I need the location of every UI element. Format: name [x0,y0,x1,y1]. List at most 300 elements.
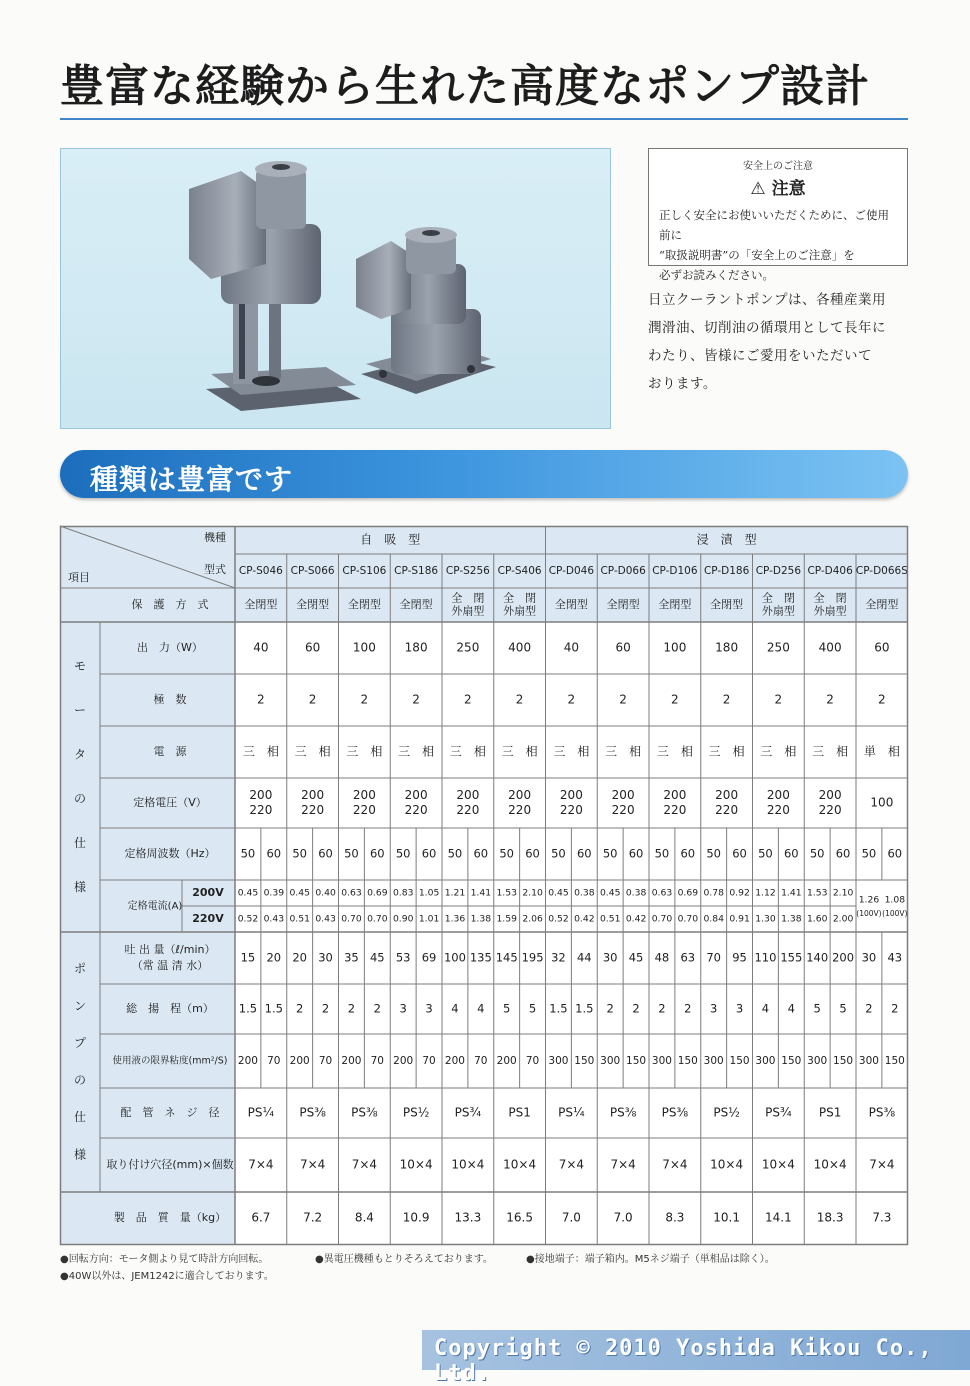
viscosity-value: 150 [781,1055,802,1067]
voltage-value: 200 [352,788,376,802]
head-value: 4 [761,1001,770,1016]
power-value: 三 相 [346,744,383,759]
row-label-current: 定格電流(A) [127,901,183,912]
frequency-value: 50 [758,846,773,861]
current-value: 0.70 [677,913,699,925]
current-value: 1.30 [755,913,776,925]
motor-spec-group-label: 様 [73,880,87,895]
protection-value: 全閉型 [606,598,640,611]
intro-paragraph [648,286,910,398]
frequency-value: 50 [292,846,308,861]
motor-spec-group-label: ー [73,703,87,718]
current-value: 0.63 [651,887,673,899]
current-value: 0.70 [651,913,673,925]
current-value: 0.51 [599,913,621,925]
voltage-value: 100 [870,795,894,810]
discharge-value: 30 [861,950,877,965]
voltage-value: 200 [611,788,635,802]
poles-value: 2 [464,692,472,707]
intro-line: わたり、皆様にご愛用をいただいて [648,348,872,364]
model-name: CP-S186 [394,565,439,577]
viscosity-value: 300 [703,1055,724,1067]
discharge-value: 32 [551,950,566,965]
current-value: 1.53 [806,887,828,899]
mounting-holes-value: 10×4 [710,1157,744,1172]
caution-heading-text: 注意 [771,179,806,199]
current-value: 1.36 [444,913,466,925]
output-value: 40 [563,640,580,655]
footnote-rotation: ●回転方向：モータ側より見て時計方向回転。 [60,1254,269,1265]
mounting-holes-value: 7×4 [248,1157,274,1172]
protection-value: 外扇型 [503,604,537,618]
frequency-value: 50 [654,846,670,861]
mass-value: 7.0 [613,1210,633,1225]
current-value: 0.43 [315,913,336,925]
mounting-holes-value: 10×4 [451,1157,485,1172]
model-name: CP-D406 [807,565,853,577]
mounting-holes-value: 7×4 [351,1157,378,1172]
head-value: 1.5 [549,1001,568,1016]
discharge-value: 30 [602,950,618,965]
voltage-value: 200 [249,788,273,802]
row-label-output: 出 力（W） [137,641,203,654]
header-katashiki: 型式 [204,563,226,576]
current-value: 0.78 [703,887,724,899]
section-banner-text: 種類は豊富です [90,463,294,496]
output-value: 400 [508,640,532,655]
pump-spec-group-label: ン [73,998,87,1013]
output-value: 180 [715,640,739,655]
current-value: 1.21 [444,887,466,899]
pump-left [189,161,361,411]
output-value: 250 [456,640,480,655]
head-value: 4 [477,1001,485,1016]
current-value: 0.45 [548,887,569,899]
mounting-holes-value: 7×4 [662,1157,688,1172]
caution-line: 正しく安全にお使いいただくために、ご使用前に [659,208,889,242]
mass-value: 7.3 [872,1210,892,1225]
caution-top-label: 安全上のご注意 [743,161,813,172]
protection-value: 外扇型 [761,604,795,618]
frequency-value: 60 [421,846,437,861]
voltage-value: 220 [559,803,583,817]
current-single-phase-value: 1.08 [884,894,906,906]
caution-line: “取扱説明書”の「安全上のご注意」を [659,248,855,262]
protection-value: 全 閉 [761,591,795,605]
output-value: 250 [766,640,790,655]
pump-right [356,227,496,394]
mass-value: 18.3 [816,1210,844,1225]
footnote-jem: ●40W以外は、JEM1242に適合しております。 [60,1271,274,1282]
mass-value: 10.1 [713,1210,740,1225]
frequency-value: 60 [783,846,799,861]
warning-triangle-icon: ⚠ [750,179,766,199]
mounting-holes-value: 10×4 [503,1157,537,1172]
head-value: 5 [813,1001,821,1016]
frequency-value: 50 [344,846,359,861]
row-label-viscosity: 使用液の限界粘度(mm²/S) [112,1055,228,1067]
discharge-value: 53 [395,950,411,965]
current-value: 0.63 [341,887,362,899]
current-value: 0.39 [263,887,285,899]
output-value: 180 [404,640,428,655]
pipe-thread-value: PS½ [713,1105,740,1120]
voltage-value: 220 [249,803,273,817]
current-value: 1.41 [470,887,492,899]
voltage-value: 200 [508,788,532,802]
viscosity-value: 150 [626,1055,647,1067]
frequency-value: 60 [576,846,592,861]
motor-spec-group-label: モ [73,658,87,673]
safety-caution-box [648,148,908,282]
discharge-value: 145 [495,950,518,965]
discharge-value: 45 [369,950,385,965]
viscosity-value: 70 [318,1055,333,1067]
protection-value: 全閉型 [865,598,899,611]
row-label-protection: 保 護 方 式 [131,598,209,611]
head-value: 2 [347,1001,356,1016]
output-value: 60 [304,640,321,655]
pipe-thread-value: PS¾ [454,1105,482,1120]
power-value: 三 相 [294,744,331,759]
head-value: 5 [503,1001,511,1016]
viscosity-value: 300 [600,1055,621,1067]
mounting-holes-value: 10×4 [399,1157,433,1172]
viscosity-value: 150 [884,1055,905,1067]
pump-spec-group-label: の [73,1073,87,1088]
model-name: CP-S046 [238,565,283,577]
pump-illustration [61,149,612,430]
voltage-value: 220 [352,803,376,817]
viscosity-value: 200 [289,1055,310,1067]
head-value: 2 [865,1001,873,1016]
voltage-value: 220 [818,803,842,817]
row-label-power: 電 源 [153,745,187,758]
poles-value: 2 [671,692,679,707]
viscosity-value: 70 [474,1055,488,1067]
poles-value: 2 [257,692,265,707]
power-value: 三 相 [398,744,435,759]
mass-value: 7.0 [561,1210,581,1225]
current-value: 0.45 [289,887,310,899]
output-value: 400 [818,640,842,655]
discharge-value: 69 [421,950,437,965]
power-value: 三 相 [760,744,797,759]
discharge-value: 44 [576,950,592,965]
voltage-value: 220 [715,803,739,817]
current-value: 2.10 [522,887,543,899]
row-label-discharge: 吐 出 量（ℓ/min） [124,943,216,956]
discharge-value: 135 [469,950,492,965]
product-photo [60,148,611,429]
caution-body [659,205,897,285]
poles-value: 2 [412,692,420,707]
viscosity-value: 200 [341,1055,362,1067]
protection-value: 全 閉 [451,591,485,605]
poles-value: 2 [774,692,783,707]
output-value: 60 [874,640,890,655]
current-value: 0.51 [289,913,310,925]
frequency-value: 50 [240,846,256,861]
current-value: 1.60 [806,913,828,925]
current-value: 1.38 [781,913,802,925]
frequency-value: 60 [266,846,282,861]
pipe-thread-value: PS¾ [765,1105,792,1120]
section-banner [60,450,908,498]
pump-spec-group-label: ポ [73,961,87,976]
group-self-priming: 自 吸 型 [360,532,421,547]
motor-spec-group-label: 仕 [73,835,87,850]
viscosity-value: 150 [677,1055,698,1067]
discharge-value: 195 [521,950,544,965]
pipe-thread-value: PS¼ [558,1105,585,1120]
current-voltage-label: 200V [192,886,224,899]
voltage-value: 200 [559,788,583,802]
pump-spec-group-label: プ [73,1035,87,1050]
current-single-phase-note: (100V) [856,909,882,918]
pipe-thread-value: PS⅜ [609,1105,637,1120]
voltage-value: 200 [715,788,739,802]
discharge-value: 140 [806,950,829,965]
head-value: 2 [684,1001,692,1016]
current-voltage-label: 220V [192,912,224,925]
voltage-value: 220 [611,803,635,817]
frequency-value: 50 [809,846,825,861]
motor-spec-group-label: の [73,791,87,806]
frequency-value: 60 [525,846,540,861]
viscosity-value: 300 [807,1055,828,1067]
frequency-value: 60 [680,846,696,861]
head-value: 5 [528,1001,537,1016]
frequency-value: 50 [861,846,877,861]
power-value: 三 相 [708,744,745,759]
head-value: 2 [606,1001,614,1016]
discharge-value: 200 [832,950,855,965]
protection-value: 全閉型 [710,598,744,611]
row-label-discharge-sub: （常 温 清 水） [131,959,209,972]
head-value: 3 [735,1001,744,1016]
copyright-bar [422,1330,970,1386]
current-value: 0.91 [729,913,750,925]
frequency-value: 60 [732,846,747,861]
mass-value: 10.9 [402,1210,430,1225]
frequency-value: 60 [628,846,644,861]
viscosity-value: 150 [833,1055,854,1067]
current-value: 0.40 [315,887,336,899]
power-value: 三 相 [605,744,642,759]
frequency-value: 60 [835,846,851,861]
pipe-thread-value: PS½ [402,1105,430,1120]
output-value: 40 [253,640,269,655]
current-value: 1.05 [418,887,440,899]
page-title: 豊富な経験から生れた高度なポンプ設計 [60,61,870,112]
discharge-value: 30 [318,950,333,965]
protection-value: 全閉型 [296,598,330,611]
pipe-thread-value: PS¼ [247,1105,275,1120]
viscosity-value: 150 [729,1055,750,1067]
head-value: 2 [296,1001,304,1016]
frequency-value: 50 [447,846,463,861]
current-value: 1.38 [470,913,492,925]
row-label-mass: 製 品 質 量（kg） [113,1211,227,1224]
current-value: 0.42 [574,913,595,925]
caution-heading [659,174,897,199]
frequency-value: 50 [706,846,722,861]
head-value: 3 [399,1001,407,1016]
model-name: CP-S256 [445,565,490,577]
discharge-value: 155 [780,950,803,965]
power-value: 三 相 [553,744,590,759]
intro-line: おります。 [648,376,717,392]
head-value: 2 [891,1001,899,1016]
current-value: 0.70 [341,913,362,925]
voltage-value: 200 [818,788,842,802]
discharge-value: 20 [266,950,282,965]
current-single-phase-value: 1.26 [858,894,880,906]
protection-value: 外扇型 [451,604,485,618]
copyright-text: Copyright © 2010 Yoshida Kikou Co., Ltd. [434,1336,933,1386]
pipe-thread-value: PS⅜ [661,1105,689,1120]
voltage-value: 220 [663,803,687,817]
current-value: 0.45 [599,887,621,899]
current-value: 0.42 [625,913,647,925]
group-immersion: 浸 漬 型 [696,532,757,547]
mass-value: 8.3 [665,1210,685,1225]
protection-value: 全閉型 [347,598,381,611]
frequency-value: 50 [395,846,411,861]
mass-value: 13.3 [454,1210,482,1225]
protection-value: 全 閉 [813,591,847,605]
output-value: 100 [663,640,687,655]
frequency-value: 60 [369,846,385,861]
current-value: 2.06 [522,913,543,925]
model-name: CP-D186 [703,565,750,577]
mass-value: 6.7 [251,1210,271,1225]
table-label-column-bg [60,622,235,1244]
frequency-value: 60 [473,846,489,861]
current-value: 0.83 [392,887,414,899]
current-value: 0.38 [625,887,647,899]
spec-table [60,526,908,1246]
model-name: CP-D256 [755,565,802,577]
title-divider [60,118,908,120]
row-label-voltage: 定格電圧（V） [133,796,207,809]
row-label-pipe-thread: 配 管 ネ ジ 径 [120,1106,220,1119]
poles-value: 2 [826,692,834,707]
poles-value: 2 [722,692,731,707]
viscosity-value: 200 [496,1055,517,1067]
discharge-value: 63 [680,950,696,965]
current-value: 1.01 [418,913,440,925]
row-label-mounting-holes: 取り付け穴径(mm)×個数 [106,1158,234,1171]
model-name: CP-S106 [342,565,387,577]
head-value: 2 [632,1001,640,1016]
poles-value: 2 [308,692,317,707]
mounting-holes-value: 10×4 [813,1157,847,1172]
power-value: 三 相 [656,744,693,759]
poles-value: 2 [619,692,627,707]
current-value: 0.92 [729,887,750,899]
pipe-thread-value: PS1 [508,1105,531,1120]
viscosity-value: 200 [444,1055,465,1067]
protection-value: 全閉型 [554,598,588,611]
viscosity-value: 70 [370,1055,384,1067]
footnote-voltage: ●異電圧機種もとりそろえております。 [315,1254,493,1265]
caution-line: 必ずお読みください。 [659,268,774,282]
viscosity-value: 300 [548,1055,569,1067]
head-value: 2 [373,1001,381,1016]
output-value: 60 [615,640,631,655]
discharge-value: 110 [754,950,777,965]
protection-value: 全閉型 [399,598,433,611]
protection-value: 外扇型 [813,604,847,618]
mounting-holes-value: 10×4 [761,1157,795,1172]
row-label-frequency: 定格周波数（Hz） [124,847,216,860]
header-koumoku: 項目 [68,571,90,584]
voltage-value: 200 [766,788,790,802]
current-value: 1.59 [496,913,517,925]
frequency-value: 50 [499,846,515,861]
row-label-head: 総 揚 程（m） [126,1002,214,1015]
current-value: 0.52 [548,913,569,925]
discharge-value: 15 [240,950,256,965]
pipe-thread-value: PS⅜ [868,1105,896,1120]
voltage-value: 220 [301,803,325,817]
footnote-ground: ●接地端子：端子箱内。M5ネジ端子（単相品は除く）。 [526,1254,775,1265]
current-single-phase-note: (100V) [882,909,908,918]
current-value: 2.00 [832,913,854,925]
power-value: 三 相 [812,744,849,759]
viscosity-value: 300 [755,1055,776,1067]
head-value: 3 [425,1001,433,1016]
intro-line: 日立クーラントポンプは、各種産業用 [648,292,886,308]
mass-value: 14.1 [765,1210,792,1225]
protection-value: 全閉型 [244,598,278,611]
head-value: 4 [787,1001,795,1016]
pump-spec-group-label: 様 [73,1147,87,1162]
power-value: 三 相 [449,744,486,759]
discharge-value: 20 [292,950,308,965]
frequency-value: 60 [318,846,333,861]
current-value: 0.84 [703,913,724,925]
output-value: 100 [352,640,376,655]
intro-line: 潤滑油、切削油の循環用として長年に [648,320,886,336]
mass-value: 16.5 [506,1210,533,1225]
discharge-value: 70 [706,950,722,965]
mounting-holes-value: 7×4 [869,1157,895,1172]
viscosity-value: 300 [651,1055,672,1067]
voltage-value: 200 [404,788,428,802]
voltage-value: 220 [766,803,790,817]
voltage-value: 200 [301,788,325,802]
mounting-holes-value: 7×4 [558,1157,585,1172]
viscosity-value: 70 [422,1055,436,1067]
pipe-thread-value: PS⅜ [299,1105,326,1120]
mass-value: 7.2 [303,1210,323,1225]
power-value: 単 相 [863,744,900,759]
pump-spec-group-label: 仕 [73,1110,87,1125]
current-value: 0.52 [237,913,259,925]
discharge-value: 48 [654,950,670,965]
head-value: 4 [451,1001,459,1016]
head-value: 1.5 [238,1001,258,1016]
poles-value: 2 [360,692,369,707]
viscosity-value: 300 [858,1055,879,1067]
discharge-value: 43 [887,950,903,965]
current-value: 1.41 [781,887,802,899]
model-name: CP-S066 [290,565,335,577]
mounting-holes-value: 7×4 [610,1157,636,1172]
